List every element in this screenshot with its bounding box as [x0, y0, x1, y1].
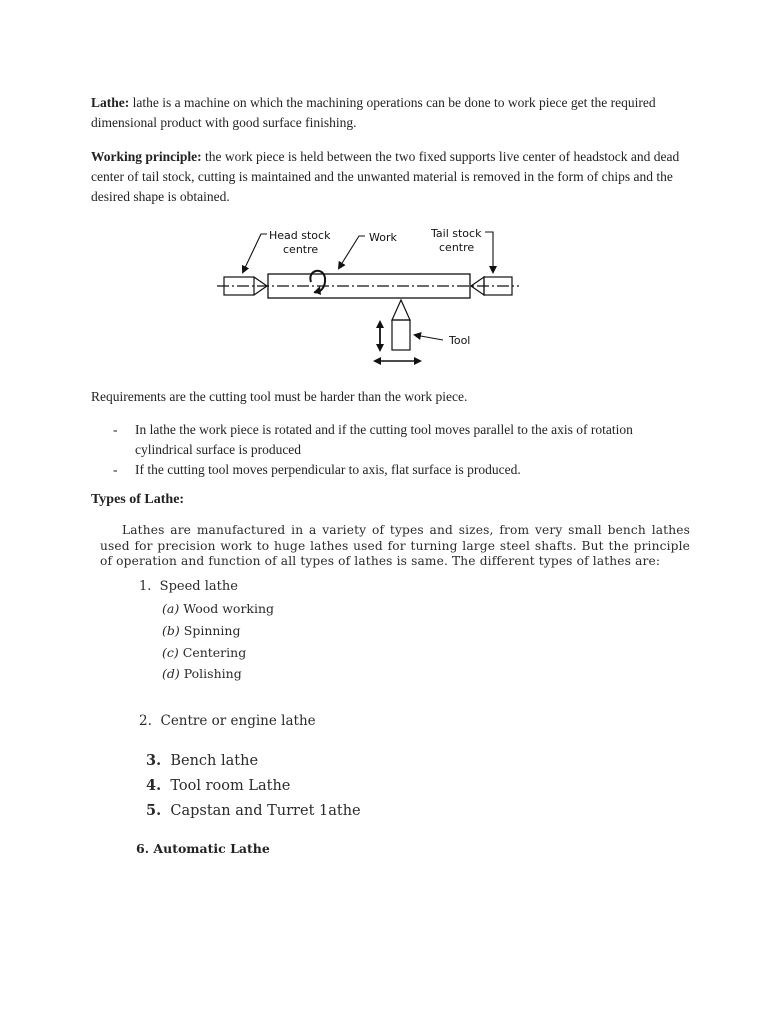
sub-type-label: Polishing: [183, 666, 242, 681]
tail-stock-label: Tail stock: [431, 227, 482, 240]
type-number: 1.: [139, 579, 152, 594]
sub-type-mark: (c): [162, 645, 179, 660]
type-number: 3.: [146, 752, 162, 769]
lathe-type-2: [139, 713, 316, 729]
sub-type-mark: (d): [162, 666, 180, 681]
sub-type-label: Spinning: [183, 623, 241, 638]
type-number: 5.: [146, 802, 162, 819]
tool-label: Tool: [449, 334, 471, 347]
type-label: Bench lathe: [170, 753, 259, 769]
bullet-dash: -: [113, 462, 118, 477]
work-leader-icon: [339, 236, 365, 268]
types-intro-text: Lathes are manufactured in a variety of types and sizes, from very small bench lathes used for precision work to huge lathes used for turning large steel shafts. But the principle of operation and function of all types of lathes is same. The different types of lathes are:: [100, 523, 690, 568]
cutting-tool-shape: [392, 300, 410, 350]
lathe-type-4: [146, 777, 290, 794]
types-intro-paragraph: [100, 523, 690, 570]
headstock-leader-icon: [243, 234, 267, 272]
bullet-dash: -: [113, 422, 118, 437]
bullet-text: If the cutting tool moves perpendicular to axis, flat surface is produced.: [135, 462, 521, 477]
working-principle-term: Working principle:: [91, 149, 202, 164]
working-principle: [91, 147, 691, 207]
tail-stock-label-line2: centre: [439, 241, 475, 254]
lathe-type-3: [146, 752, 258, 769]
sub-type-a: [162, 601, 274, 616]
list-item: [91, 460, 691, 480]
lathe-type-1: [139, 579, 238, 594]
head-stock-label-line2: centre: [283, 243, 319, 256]
sub-type-mark: (a): [162, 601, 180, 616]
sub-type-b: [162, 623, 240, 638]
list-item: [91, 420, 691, 460]
lathe-type-6: 6. Automatic Lathe: [136, 841, 270, 856]
sub-type-d: [162, 666, 242, 681]
head-stock-label: Head stock: [269, 229, 331, 242]
bullet-text: In lathe the work piece is rotated and if the cutting tool moves parallel to the axis of rotation cylindrical surface is produced: [135, 422, 633, 457]
lathe-diagram: [215, 222, 525, 372]
sub-type-label: Wood working: [183, 601, 275, 616]
lathe-term: Lathe:: [91, 95, 130, 110]
sub-type-mark: (b): [162, 623, 180, 638]
type-label: Capstan and Turret 1athe: [170, 803, 361, 819]
requirements-text: Requirements are the cutting tool must be harder than the work piece.: [91, 389, 468, 404]
tool-leader-icon: [415, 335, 443, 340]
bullet-list: [91, 420, 691, 480]
sub-type-c: [162, 645, 246, 660]
working-principle-text: the work piece is held between the two fixed supports live center of headstock and dead center of tail stock, cutting is maintained and the unwanted material is removed in the form of chips and the desired shape is obtained.: [91, 149, 680, 204]
type-label: Centre or engine lathe: [160, 713, 316, 729]
lathe-type-5: [146, 802, 361, 819]
type-label: Speed lathe: [159, 579, 238, 594]
type-number: 2.: [139, 713, 152, 729]
types-of-lathe-heading: Types of Lathe:: [91, 492, 185, 507]
work-label: Work: [369, 231, 397, 244]
type-number: 4.: [146, 777, 162, 794]
lathe-definition-text: lathe is a machine on which the machining operations can be done to work piece get the required dimensional product with good surface finishing.: [91, 95, 656, 130]
sub-type-label: Centering: [182, 645, 247, 660]
type-label: Tool room Lathe: [170, 778, 291, 794]
lathe-definition: [91, 93, 691, 133]
tailstock-leader-icon: [485, 232, 493, 272]
